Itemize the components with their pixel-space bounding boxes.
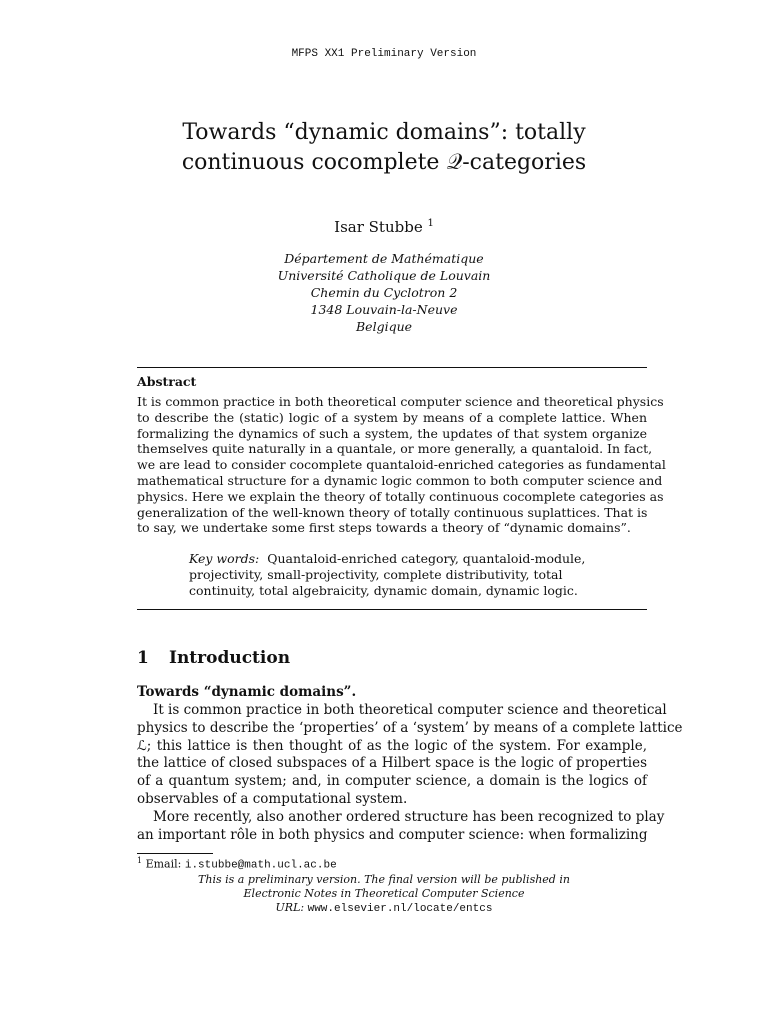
preliminary-line-2: Electronic Notes in Theoretical Computer Science bbox=[243, 887, 525, 900]
abstract-top-rule bbox=[137, 367, 647, 368]
title-line-2: continuous cocomplete 𝒬-categories bbox=[181, 150, 587, 175]
section-heading bbox=[137, 648, 290, 668]
abstract-bottom-rule bbox=[137, 609, 647, 610]
preliminary-notice bbox=[0, 873, 768, 916]
abstract-text bbox=[137, 394, 666, 536]
footnote-label: Email: bbox=[145, 857, 182, 871]
affiliation-line: Chemin du Cyclotron 2 bbox=[310, 285, 458, 300]
abstract-heading: Abstract bbox=[137, 374, 197, 389]
paragraph-heading: Towards “dynamic domains”. bbox=[137, 684, 357, 700]
abstract-line: to say, we undertake some first steps towards a theory of “dynamic domains”. bbox=[137, 520, 631, 536]
body-line: an important rôle in both physics and computer science: when formalizing bbox=[137, 826, 648, 843]
abstract-line: themselves quite naturally in a quantale, or more generally, a quantaloid. In fact, bbox=[137, 441, 653, 457]
running-header: MFPS XX1 Preliminary Version bbox=[291, 48, 477, 60]
keywords-line: Quantaloid-enriched category, quantaloid-module, bbox=[267, 551, 586, 566]
abstract-line: mathematical structure for a dynamic logic common to both computer science and bbox=[137, 472, 663, 488]
keywords-line: projectivity, small-projectivity, complete distributivity, total bbox=[189, 567, 563, 582]
footnote bbox=[137, 856, 337, 872]
abstract-line: to describe the (static) logic of a system by means of a complete lattice. When bbox=[137, 409, 647, 425]
body-line: of a quantum system; and, in computer science, a domain is the logics of bbox=[137, 773, 647, 790]
section-number: 1 bbox=[137, 648, 149, 668]
abstract-line: physics. Here we explain the theory of totally continuous cocomplete categories as bbox=[137, 488, 664, 504]
affiliation-line: Université Catholique de Louvain bbox=[277, 268, 491, 283]
paper-title bbox=[0, 118, 768, 178]
url-link[interactable]: www.elsevier.nl/locate/entcs bbox=[307, 903, 493, 915]
author-name: Isar Stubbe bbox=[334, 218, 423, 236]
abstract-line: It is common practice in both theoretical computer science and theoretical physics bbox=[137, 394, 664, 409]
author bbox=[0, 218, 768, 236]
url-label: URL: bbox=[275, 901, 305, 914]
title-line-1: Towards “dynamic domains”: totally bbox=[182, 120, 586, 145]
body-text bbox=[137, 702, 683, 844]
body-line: physics to describe the ‘properties’ of a ‘system’ by means of a complete lattice bbox=[137, 719, 683, 736]
body-line: observables of a computational system. bbox=[137, 790, 408, 807]
abstract-line: formalizing the dynamics of such a system, the updates of that system organize bbox=[137, 425, 647, 441]
affiliation bbox=[0, 250, 768, 335]
author-footnote-mark: 1 bbox=[427, 218, 434, 229]
keywords-line: continuity, total algebraicity, dynamic domain, dynamic logic. bbox=[189, 583, 578, 598]
body-line: It is common practice in both theoretical computer science and theoretical bbox=[153, 702, 667, 718]
body-line: ℒ; this lattice is then thought of as the logic of the system. For example, bbox=[137, 737, 647, 754]
body-line: More recently, also another ordered structure has been recognized to play bbox=[153, 808, 665, 825]
keywords bbox=[189, 551, 629, 599]
affiliation-line: 1348 Louvain-la-Neuve bbox=[310, 302, 458, 317]
keywords-label: Key words: bbox=[189, 551, 260, 566]
footnote-mark: 1 bbox=[137, 856, 143, 865]
section-title: Introduction bbox=[169, 648, 291, 668]
footnote-rule bbox=[137, 853, 213, 854]
preliminary-line-1: This is a preliminary version. The final version will be published in bbox=[198, 873, 570, 886]
footnote-email[interactable]: i.stubbe@math.ucl.ac.be bbox=[184, 859, 337, 872]
abstract-line: we are lead to consider cocomplete quantaloid-enriched categories as fundamental bbox=[137, 457, 666, 473]
affiliation-line: Belgique bbox=[355, 319, 413, 334]
body-line: the lattice of closed subspaces of a Hilbert space is the logic of properties bbox=[137, 755, 647, 772]
abstract-line: generalization of the well-known theory of totally continuous suplattices. That is bbox=[137, 504, 648, 520]
affiliation-line: Département de Mathématique bbox=[284, 251, 484, 266]
